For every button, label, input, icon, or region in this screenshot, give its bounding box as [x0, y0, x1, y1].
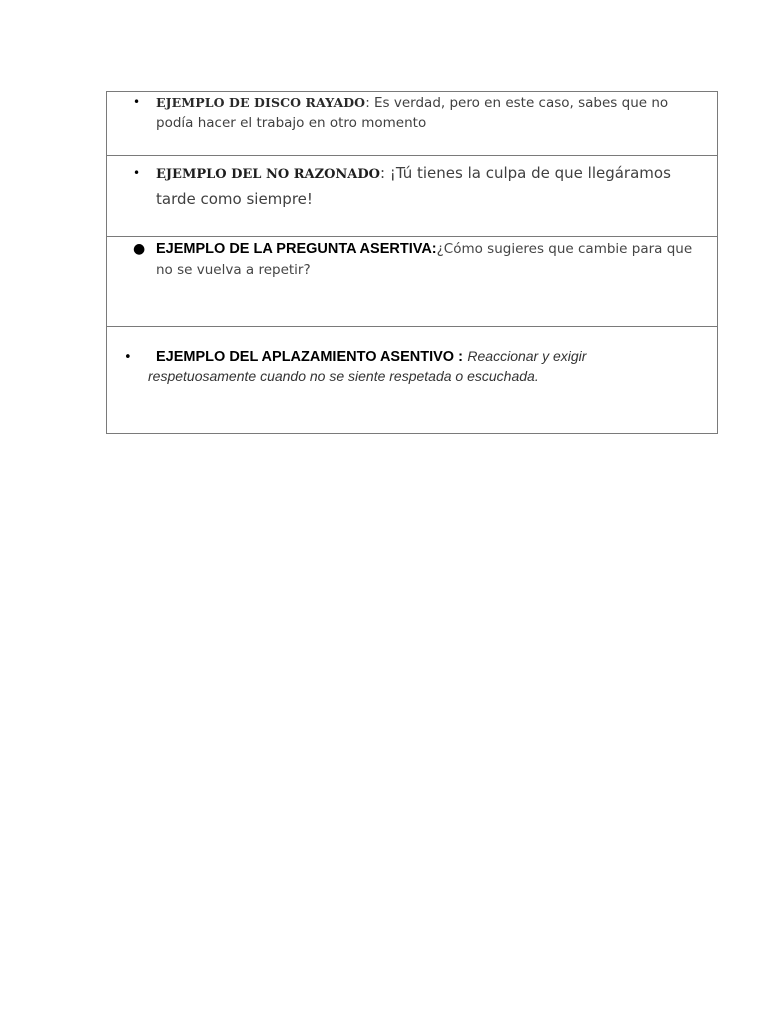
- bullet-icon: •: [133, 166, 141, 180]
- bullet-icon: •: [124, 350, 132, 365]
- table-row: [107, 237, 718, 327]
- table-row: [107, 327, 718, 434]
- bullet-icon: •: [133, 95, 141, 109]
- example-text: : ¡Tú tienes la culpa de que llegáramos tarde como siempre!: [156, 164, 671, 208]
- example-entry: [156, 347, 706, 367]
- table-cell: [107, 237, 718, 327]
- example-label: EJEMPLO DEL APLAZAMIENTO ASENTIVO :: [156, 349, 463, 365]
- examples-table: [106, 91, 718, 434]
- example-entry: [156, 239, 706, 281]
- table-cell: [107, 156, 718, 237]
- example-text-continuation: respetuosamente cuando no se siente respetada o escuchada.: [148, 368, 539, 384]
- example-entry: [156, 93, 706, 133]
- table-cell: [107, 327, 718, 434]
- example-text: : Es verdad, pero en este caso, sabes que no podía hacer el trabajo en otro momento: [156, 95, 669, 131]
- table-row: [107, 156, 718, 237]
- table-cell: [107, 92, 718, 156]
- example-label: EJEMPLO DEL NO RAZONADO: [156, 167, 380, 182]
- example-text: Reaccionar y exigir: [467, 348, 587, 364]
- example-text: ¿Cómo sugieres que cambie para que no se vuelva a repetir?: [156, 241, 693, 278]
- example-label: EJEMPLO DE DISCO RAYADO: [156, 95, 366, 110]
- table-row: [107, 92, 718, 156]
- example-label: EJEMPLO DE LA PREGUNTA ASERTIVA:: [156, 241, 437, 257]
- bullet-icon: ●: [133, 241, 146, 257]
- example-entry: [156, 161, 686, 212]
